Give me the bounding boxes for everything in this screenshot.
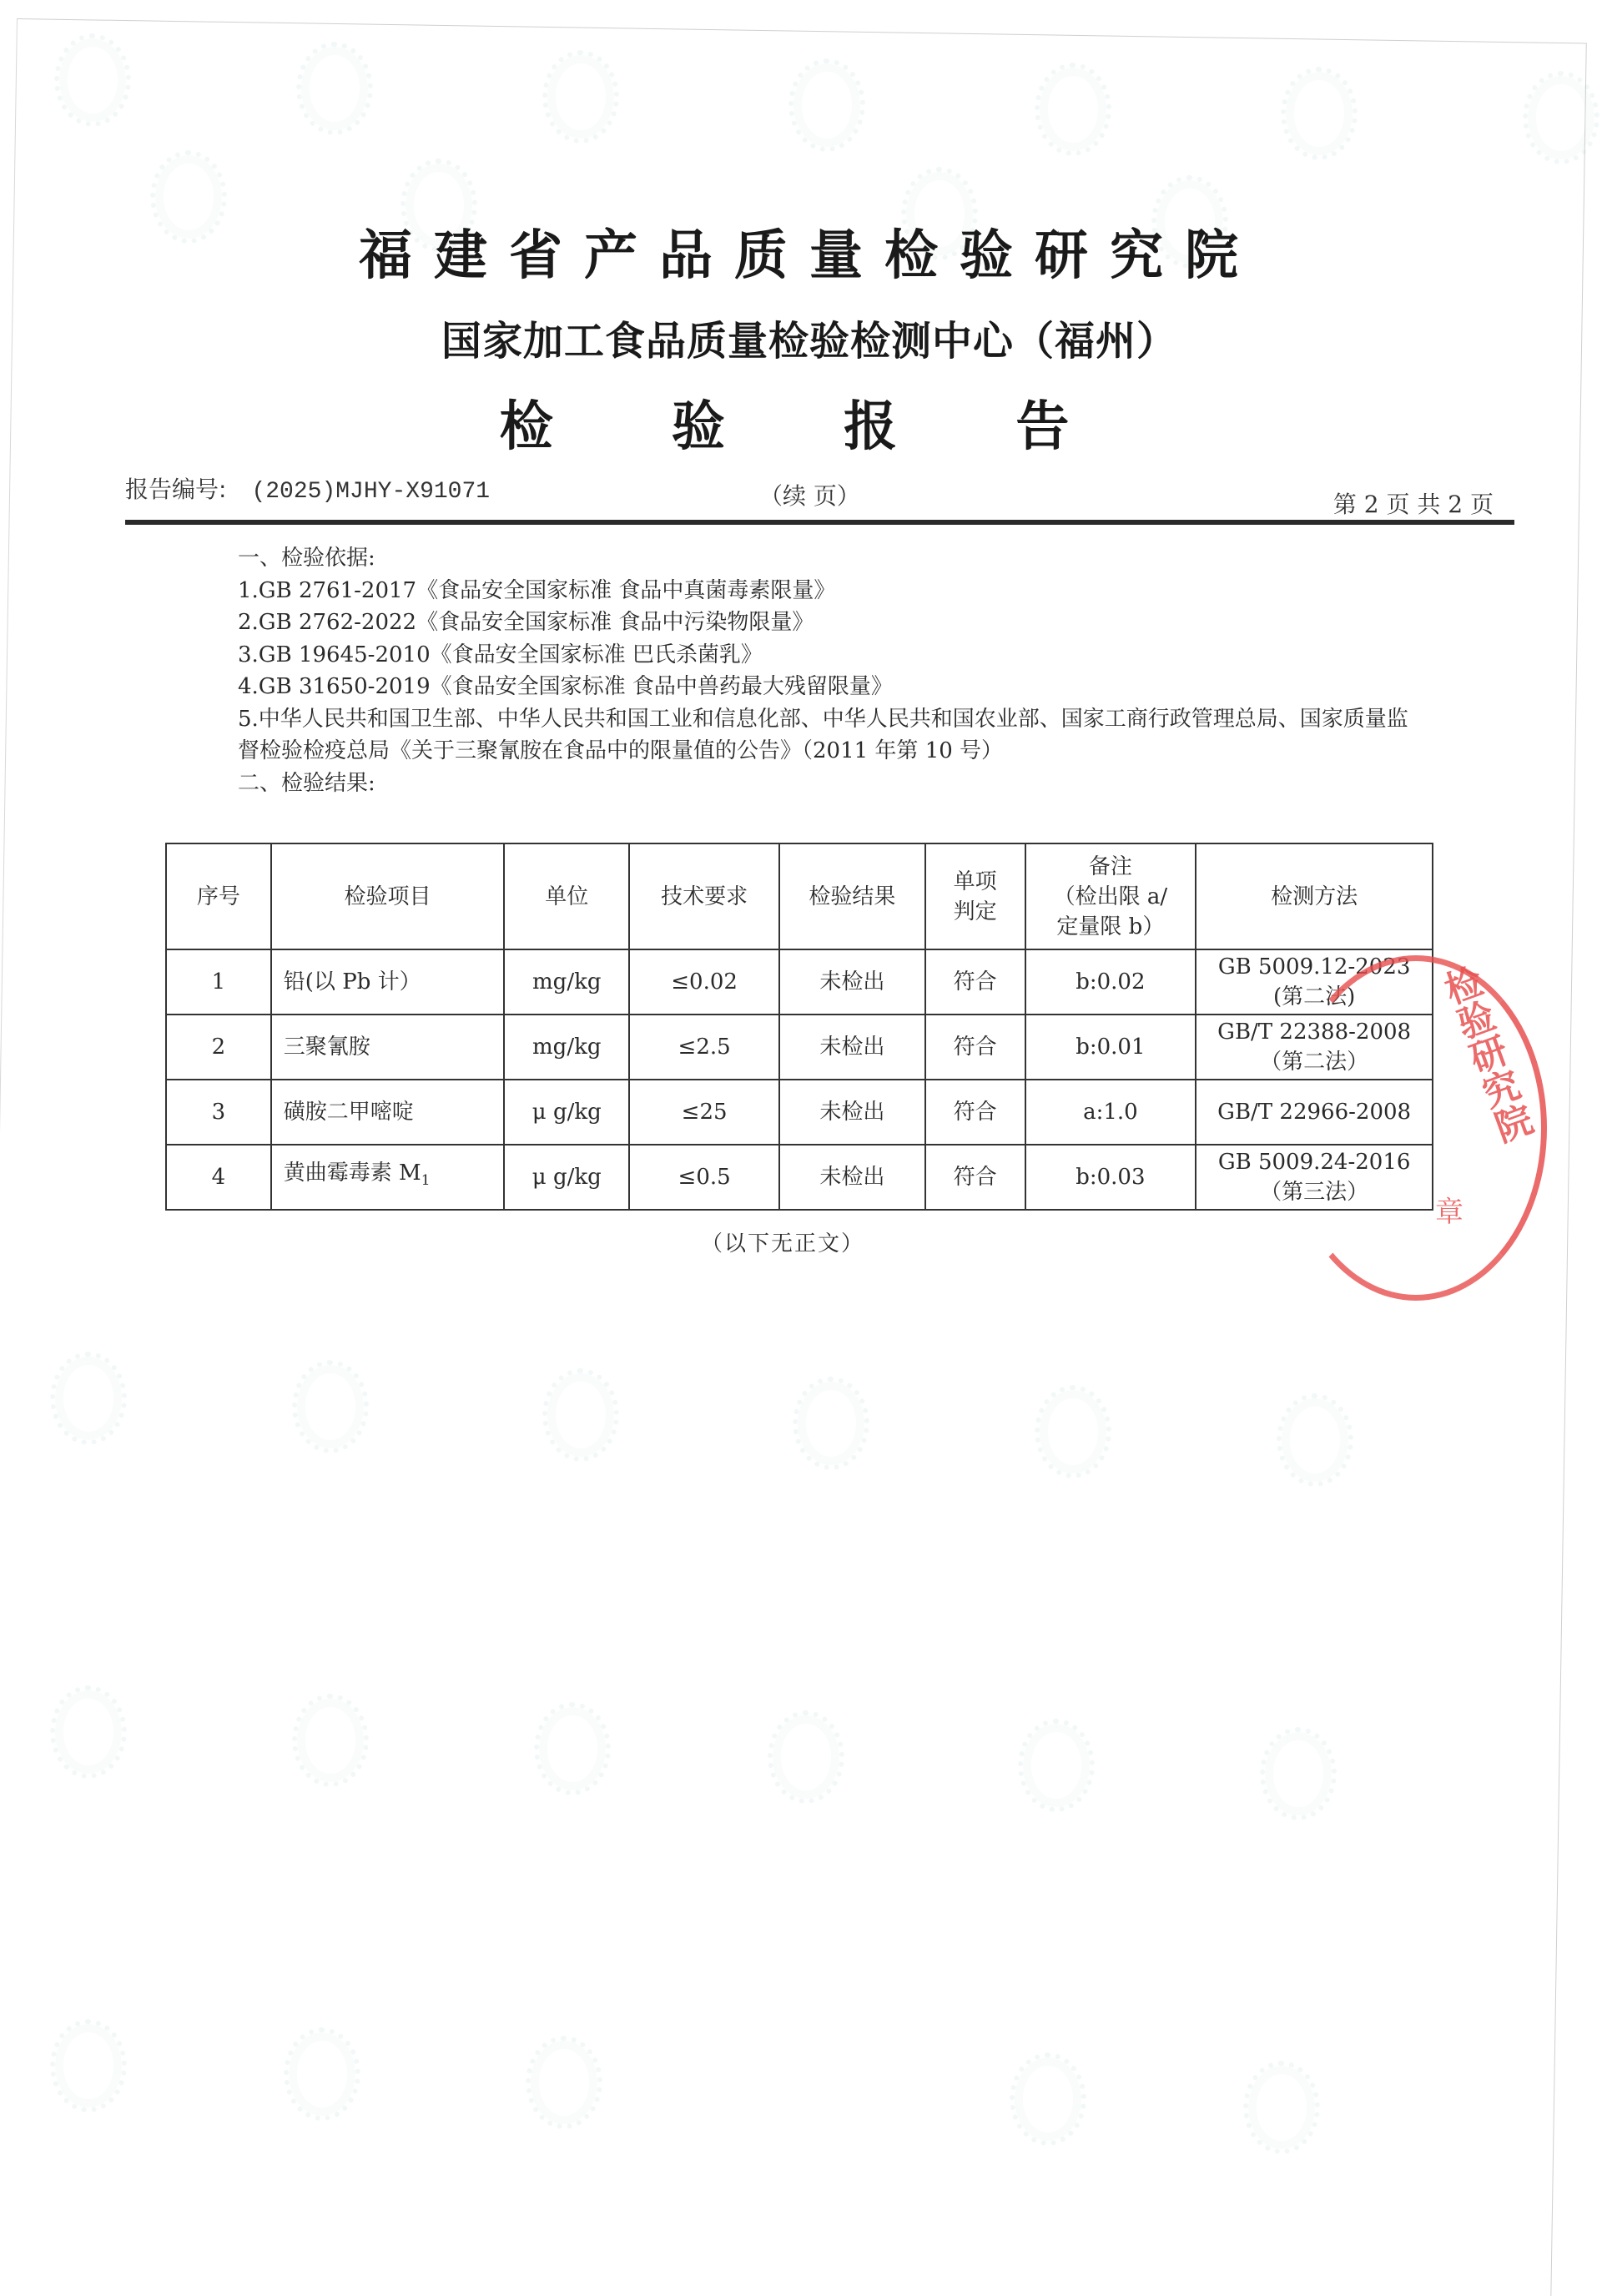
watermark-emblem-icon [542, 1368, 619, 1462]
watermark-emblem-icon [542, 50, 619, 144]
cell-item [271, 1145, 505, 1210]
col-header-item: 检验项目 [271, 843, 505, 949]
cell-no: 3 [166, 1080, 271, 1145]
cell-unit: μ g/kg [504, 1145, 629, 1210]
watermark-emblem-icon [1035, 63, 1111, 156]
method-variant: （第二法） [1260, 1050, 1369, 1075]
watermark-emblem-icon [50, 1352, 127, 1445]
watermark-emblem-icon [1243, 2061, 1320, 2154]
cell-requirement: ≤0.02 [629, 949, 779, 1015]
table-row [166, 1145, 1433, 1210]
watermark-emblem-icon [1277, 1393, 1353, 1487]
continued-page-label: （续 页） [759, 482, 860, 510]
watermark-emblem-icon [1281, 67, 1358, 160]
method-standard: GB/T 22966-2008 [1217, 1100, 1412, 1125]
cell-verdict: 符合 [925, 1145, 1025, 1210]
watermark-emblem-icon [534, 1702, 611, 1795]
basis-item: 5.中华人民共和国卫生部、中华人民共和国工业和信息化部、中华人民共和国农业部、国家工商行政管理总局、国家质量监督检验检疫总局《关于三聚氰胺在食品中的限量值的公告》（2011 年第 10 号） [238, 706, 1408, 763]
cell-remark: b:0.01 [1025, 1015, 1196, 1080]
item-subscript: 1 [421, 1172, 431, 1190]
watermark-emblem-icon [150, 150, 227, 244]
col-header-result: 检验结果 [779, 843, 925, 949]
watermark-emblem-icon [292, 1360, 369, 1453]
header-divider [125, 520, 1514, 525]
table-header-row [166, 843, 1433, 949]
watermark-emblem-icon [296, 42, 373, 135]
col-header-unit: 单位 [504, 843, 629, 949]
table-row [166, 1015, 1433, 1080]
basis-heading: 一、检验依据: [238, 546, 375, 571]
watermark-emblem-icon [526, 2036, 602, 2129]
cell-result: 未检出 [779, 1145, 925, 1210]
inspection-basis-section [238, 542, 1423, 799]
cell-verdict: 符合 [925, 949, 1025, 1015]
col-header-requirement: 技术要求 [629, 843, 779, 949]
cell-result: 未检出 [779, 949, 925, 1015]
cell-item: 铅(以 Pb 计） [271, 949, 505, 1015]
cell-no: 4 [166, 1145, 271, 1210]
cell-item: 三聚氰胺 [271, 1015, 505, 1080]
col-header-remark-line: （检出限 a/ [1053, 884, 1168, 909]
table-row [166, 1080, 1433, 1145]
results-table [165, 843, 1433, 1211]
cell-requirement: ≤0.5 [629, 1145, 779, 1210]
col-header-verdict [925, 843, 1025, 949]
watermark-emblem-icon [793, 1377, 869, 1470]
method-standard: GB 5009.24-2016 [1217, 1150, 1411, 1175]
basis-item: 1.GB 2761-2017《食品安全国家标准 食品中真菌毒素限量》 [238, 577, 836, 603]
basis-item: 2.GB 2762-2022《食品安全国家标准 食品中污染物限量》 [238, 610, 814, 635]
watermark-emblem-icon [1035, 1385, 1111, 1478]
report-number-label: 报告编号: [125, 476, 227, 503]
watermark-emblem-icon [788, 58, 865, 152]
watermark-emblem-icon [1260, 1727, 1337, 1820]
cell-unit: μ g/kg [504, 1080, 629, 1145]
method-standard: GB/T 22388-2008 [1217, 1020, 1412, 1045]
cell-remark: a:1.0 [1025, 1080, 1196, 1145]
col-header-remark-line: 备注 [1088, 853, 1132, 879]
institute-title: 福建省产品质量检验研究院 [359, 225, 1260, 287]
cell-verdict: 符合 [925, 1015, 1025, 1080]
cell-no: 1 [166, 949, 271, 1015]
method-variant: (第二法) [1272, 984, 1356, 1010]
watermark-emblem-icon [50, 1685, 127, 1779]
cell-result: 未检出 [779, 1015, 925, 1080]
cell-requirement: ≤25 [629, 1080, 779, 1145]
seal-char: 章 [1435, 1196, 1463, 1229]
watermark-emblem-icon [1523, 71, 1599, 164]
basis-item: 3.GB 19645-2010《食品安全国家标准 巴氏杀菌乳》 [238, 642, 763, 667]
seal-text: 检验研究院 [1433, 961, 1537, 1149]
col-header-no: 序号 [166, 843, 271, 949]
item-name: 黄曲霉毒素 M [283, 1161, 421, 1186]
col-header-remark [1025, 843, 1196, 949]
document-type-title: 检 验 报 告 [499, 396, 1120, 458]
cell-verdict: 符合 [925, 1080, 1025, 1145]
cell-no: 2 [166, 1015, 271, 1080]
cell-requirement: ≤2.5 [629, 1015, 779, 1080]
center-subtitle: 国家加工食品质量检验检测中心（福州） [441, 318, 1177, 365]
cell-remark: b:0.02 [1025, 949, 1196, 1015]
col-header-remark-line: 定量限 b） [1056, 914, 1165, 939]
watermark-emblem-icon [768, 1710, 844, 1804]
cell-remark: b:0.03 [1025, 1145, 1196, 1210]
col-header-method: 检测方法 [1196, 843, 1433, 949]
method-variant: （第三法） [1260, 1180, 1369, 1205]
watermark-emblem-icon [1010, 2052, 1086, 2146]
cell-unit: mg/kg [504, 949, 629, 1015]
watermark-emblem-icon [54, 33, 131, 127]
basis-item: 4.GB 31650-2019《食品安全国家标准 食品中兽药最大残留限量》 [238, 674, 893, 699]
method-standard: GB 5009.12-2023 [1217, 954, 1411, 979]
page-indicator: 第 2 页 共 2 页 [1332, 491, 1494, 518]
watermark-emblem-icon [284, 2027, 360, 2121]
watermark-emblem-icon [292, 1694, 369, 1787]
col-header-verdict-line: 单项 [953, 869, 997, 894]
report-meta-line [125, 471, 1510, 518]
watermark-emblem-icon [50, 2019, 127, 2112]
cell-unit: mg/kg [504, 1015, 629, 1080]
results-heading: 二、检验结果: [238, 770, 375, 796]
cell-item: 磺胺二甲嘧啶 [271, 1080, 505, 1145]
report-number-value: (2025)MJHY-X91071 [251, 479, 491, 505]
cell-result: 未检出 [779, 1080, 925, 1145]
report-number [125, 471, 490, 505]
watermark-emblem-icon [1018, 1719, 1095, 1812]
col-header-verdict-line: 判定 [953, 899, 997, 924]
end-of-text-note: （以下无正文） [701, 1231, 865, 1256]
table-row [166, 949, 1433, 1015]
